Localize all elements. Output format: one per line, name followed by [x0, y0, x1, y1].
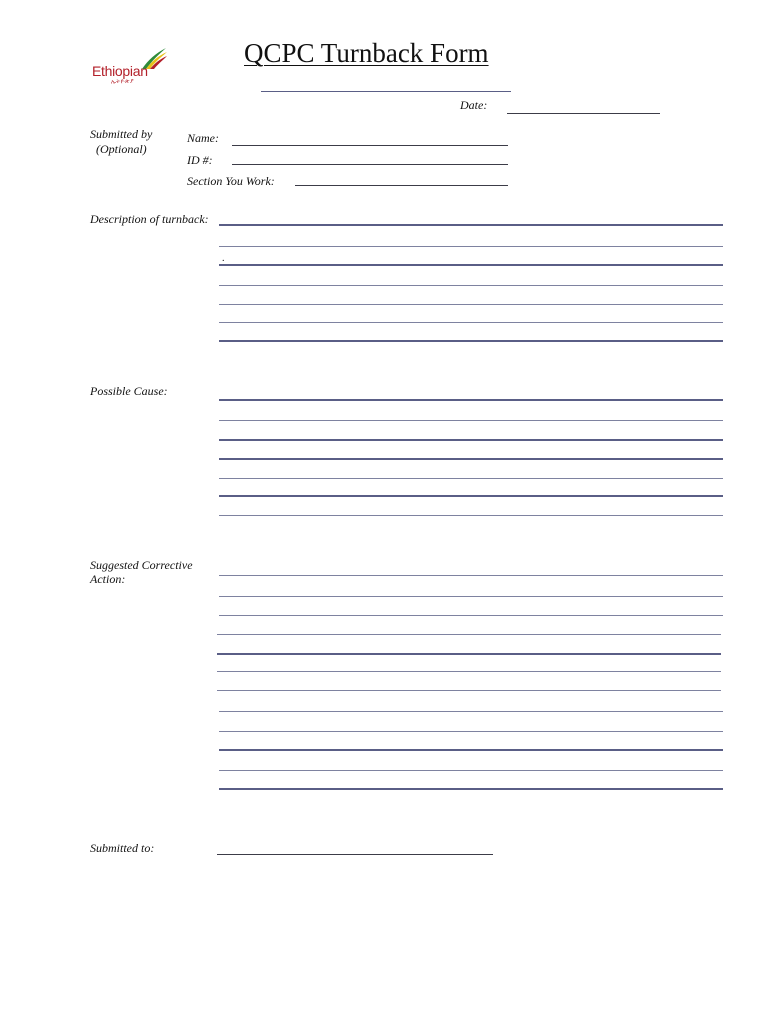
description-line[interactable] — [219, 224, 723, 226]
date-label: Date: — [460, 98, 488, 112]
description-line[interactable] — [219, 264, 723, 266]
description-line[interactable] — [219, 304, 723, 305]
name-field[interactable] — [232, 145, 508, 146]
description-line[interactable] — [219, 322, 723, 323]
action-line[interactable] — [219, 711, 723, 712]
description-line[interactable] — [219, 246, 723, 247]
cause-line[interactable] — [219, 495, 723, 497]
action-line[interactable] — [217, 634, 721, 635]
cause-line[interactable] — [219, 439, 723, 441]
action-line[interactable] — [217, 690, 721, 691]
section-label: Section You Work: — [187, 174, 275, 188]
action-line[interactable] — [219, 575, 723, 576]
id-label: ID #: — [187, 153, 213, 167]
submitted-by-label: Submitted by — [90, 127, 153, 141]
description-mark: . — [222, 253, 225, 264]
section-field[interactable] — [295, 185, 508, 186]
action-line[interactable] — [219, 749, 723, 751]
action-line[interactable] — [217, 671, 721, 672]
action-label-continued: Action: — [90, 572, 126, 586]
description-line[interactable] — [219, 285, 723, 286]
name-label: Name: — [187, 131, 219, 145]
action-line[interactable] — [219, 770, 723, 771]
action-line[interactable] — [219, 615, 723, 616]
cause-line[interactable] — [219, 420, 723, 421]
description-line[interactable] — [219, 340, 723, 342]
form-title: QCPC Turnback Form — [244, 38, 489, 68]
optional-label: (Optional) — [96, 142, 147, 156]
submitted-to-field[interactable] — [217, 854, 493, 855]
action-line[interactable] — [217, 653, 721, 655]
ethiopian-logo — [86, 48, 172, 92]
cause-line[interactable] — [219, 458, 723, 460]
title-underline-field[interactable] — [261, 91, 511, 92]
date-field[interactable] — [507, 113, 660, 114]
action-line[interactable] — [219, 731, 723, 732]
action-label: Suggested Corrective — [90, 558, 193, 572]
logo-wordmark: Ethiopian — [92, 63, 148, 79]
submitted-to-label: Submitted to: — [90, 841, 155, 855]
id-field[interactable] — [232, 164, 508, 165]
cause-line[interactable] — [219, 399, 723, 401]
logo-amharic-text: ኢትዮጵያ — [111, 79, 135, 85]
cause-line[interactable] — [219, 478, 723, 479]
cause-line[interactable] — [219, 515, 723, 516]
cause-label: Possible Cause: — [90, 384, 168, 398]
action-line[interactable] — [219, 788, 723, 790]
action-line[interactable] — [219, 596, 723, 597]
description-label: Description of turnback: — [90, 212, 209, 226]
